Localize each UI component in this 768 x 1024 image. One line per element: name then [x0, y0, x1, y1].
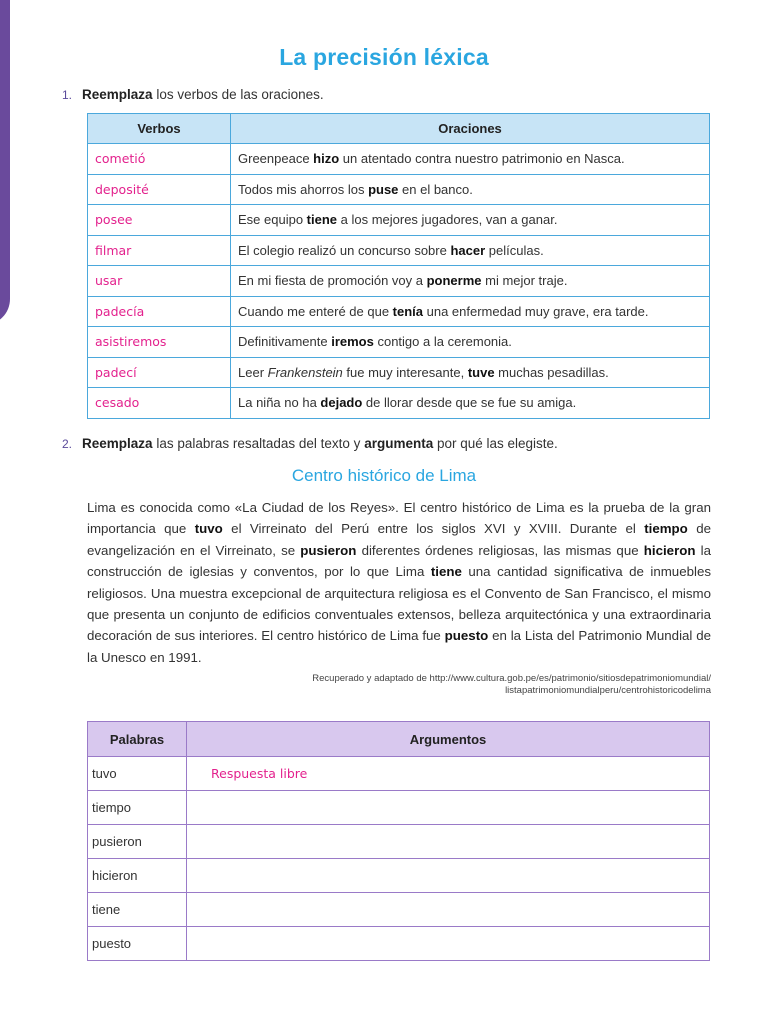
- paragraph-text: una cantidad significativa de inmuebles religiosos. Una muestra excepcional de arquitectura religiosa es el Convento de San Francisco, el mismo que presenta un conjunto de edificios conventuales extensos, belleza arquitectónica y una extraordinaria decoración de sus interiores. El centro histórico de Lima fue: [87, 564, 711, 644]
- header-verbos: Verbos: [88, 114, 231, 144]
- verbs-table-header: [88, 114, 710, 144]
- words-table-row: [88, 893, 710, 927]
- words-table-row: [88, 757, 710, 791]
- exercise-2-instruction: [62, 436, 558, 451]
- words-table-header: [88, 722, 710, 757]
- sentence-text: El colegio realizó un concurso sobre: [238, 242, 451, 258]
- highlighted-verb: dejado: [320, 395, 363, 411]
- verb-answer: asistiremos: [88, 327, 231, 358]
- sentence-text: Definitivamente: [238, 334, 332, 350]
- verb-answer: posee: [88, 205, 231, 236]
- sentence-text: mi mejor traje.: [481, 273, 568, 289]
- highlighted-verb: tiene: [306, 212, 338, 228]
- verbs-table-row: [88, 235, 710, 266]
- highlighted-verb: tenía: [392, 303, 424, 319]
- paragraph-text: la construcción de iglesias y conventos, por lo que Lima: [87, 542, 711, 580]
- exercise-2-number: 2.: [62, 437, 73, 451]
- paragraph-text: el Virreinato del Perú entre los siglos XVI y XVIII. Durante el: [222, 521, 645, 537]
- argument-cell[interactable]: [187, 791, 710, 825]
- verb-answer: deposité: [88, 174, 231, 205]
- sentence-text: Leer: [238, 364, 268, 380]
- argument-cell[interactable]: Respuesta libre: [187, 757, 710, 791]
- verbs-table-row: [88, 357, 710, 388]
- reading-paragraph: [87, 497, 711, 668]
- words-table-row: [88, 791, 710, 825]
- sentence-cell: [231, 296, 710, 327]
- word-cell: tiene: [88, 893, 187, 927]
- paragraph-text: diferentes órdenes religiosas, las mismas que: [356, 542, 644, 558]
- sentence-text: de llorar desde que se fue su amiga.: [362, 395, 577, 411]
- source-line-2: listapatrimoniomundialperu/centrohistoricodelima: [505, 685, 711, 696]
- verb-answer: padecí: [88, 357, 231, 388]
- argument-cell[interactable]: [187, 825, 710, 859]
- highlighted-verb: ponerme: [426, 273, 482, 289]
- word-cell: tiempo: [88, 791, 187, 825]
- sentence-cell: [231, 388, 710, 419]
- word-cell: puesto: [88, 927, 187, 961]
- highlighted-word: tuvo: [194, 521, 223, 537]
- sentence-text: En mi fiesta de promoción voy a: [238, 273, 427, 289]
- sentence-text: Greenpeace: [238, 151, 314, 167]
- verbs-table-row: [88, 144, 710, 175]
- verbs-table: [87, 113, 710, 419]
- words-table-row: [88, 927, 710, 961]
- sentence-text: Cuando me enteré de que: [238, 303, 393, 319]
- words-table-row: [88, 825, 710, 859]
- sentence-text: un atentado contra nuestro patrimonio en Nasca.: [339, 151, 625, 167]
- exercise-2-verb-2: argumenta: [364, 436, 434, 451]
- exercise-1-instruction: [62, 87, 324, 102]
- highlighted-verb: hizo: [313, 151, 340, 167]
- argument-cell[interactable]: [187, 859, 710, 893]
- verb-answer: cesado: [88, 388, 231, 419]
- sentence-text: en el banco.: [398, 181, 473, 197]
- exercise-1-text: los verbos de las oraciones.: [152, 87, 324, 102]
- verbs-table-row: [88, 388, 710, 419]
- sentence-cell: [231, 266, 710, 297]
- word-cell: pusieron: [88, 825, 187, 859]
- page-title: La precisión léxica: [279, 44, 489, 70]
- sentence-title: Frankenstein: [267, 364, 343, 380]
- verb-answer: cometió: [88, 144, 231, 175]
- exercise-2-verb-1: Reemplaza: [82, 436, 153, 451]
- words-table: [87, 721, 710, 961]
- sentence-text: Ese equipo: [238, 212, 307, 228]
- verb-answer: padecía: [88, 296, 231, 327]
- sentence-text: La niña no ha: [238, 395, 321, 411]
- exercise-1-number: 1.: [62, 88, 73, 102]
- exercise-2-text-1: las palabras resaltadas del texto y: [152, 436, 365, 451]
- exercise-1-verb: Reemplaza: [82, 87, 153, 102]
- header-oraciones: Oraciones: [231, 114, 710, 144]
- verbs-table-row: [88, 266, 710, 297]
- sentence-cell: [231, 235, 710, 266]
- sentence-text: fue muy interesante,: [342, 364, 468, 380]
- source-line-1: Recuperado y adaptado de http://www.cultura.gob.pe/es/patrimonio/sitiosdepatrimoniomundial/: [312, 673, 711, 684]
- reading-title: Centro histórico de Lima: [291, 466, 477, 485]
- argument-cell[interactable]: [187, 927, 710, 961]
- verb-answer: filmar: [88, 235, 231, 266]
- sentence-text: una enfermedad muy grave, era tarde.: [423, 303, 649, 319]
- highlighted-word: tiempo: [644, 521, 688, 537]
- highlighted-word: hicieron: [643, 542, 696, 558]
- paragraph-text: de evangelización en el Virreinato, se: [87, 521, 711, 558]
- verbs-table-row: [88, 327, 710, 358]
- verbs-table-row: [88, 205, 710, 236]
- word-cell: hicieron: [88, 859, 187, 893]
- highlighted-word: pusieron: [300, 542, 357, 558]
- sentence-text: muchas pesadillas.: [494, 364, 609, 380]
- highlighted-word: puesto: [444, 628, 489, 644]
- highlighted-verb: puse: [368, 181, 399, 197]
- source-citation: [87, 673, 711, 697]
- paragraph-text: Lima es conocida como «La Ciudad de los Reyes». El centro histórico de Lima es la prueba de la gran importancia que: [87, 500, 711, 537]
- highlighted-word: tiene: [430, 564, 462, 580]
- sentence-cell: [231, 327, 710, 358]
- argument-cell[interactable]: [187, 893, 710, 927]
- header-palabras: Palabras: [88, 722, 187, 757]
- paragraph-text: en la Lista del Patrimonio Mundial de la Unesco en 1991.: [87, 628, 711, 665]
- verbs-table-row: [88, 174, 710, 205]
- sentence-text: contigo a la ceremonia.: [373, 334, 512, 350]
- sentence-cell: [231, 144, 710, 175]
- sentence-text: Todos mis ahorros los: [238, 181, 369, 197]
- exercise-2-text-2: por qué las elegiste.: [433, 436, 558, 451]
- sentence-cell: [231, 174, 710, 205]
- sentence-cell: [231, 205, 710, 236]
- word-cell: tuvo: [88, 757, 187, 791]
- words-table-row: [88, 859, 710, 893]
- sentence-cell: [231, 357, 710, 388]
- sentence-text: a los mejores jugadores, van a ganar.: [337, 212, 558, 228]
- sentence-text: películas.: [485, 242, 544, 258]
- highlighted-verb: iremos: [331, 334, 374, 350]
- verb-answer: usar: [88, 266, 231, 297]
- header-argumentos: Argumentos: [187, 722, 710, 757]
- verbs-table-row: [88, 296, 710, 327]
- highlighted-verb: hacer: [450, 242, 486, 258]
- highlighted-verb: tuve: [467, 364, 495, 380]
